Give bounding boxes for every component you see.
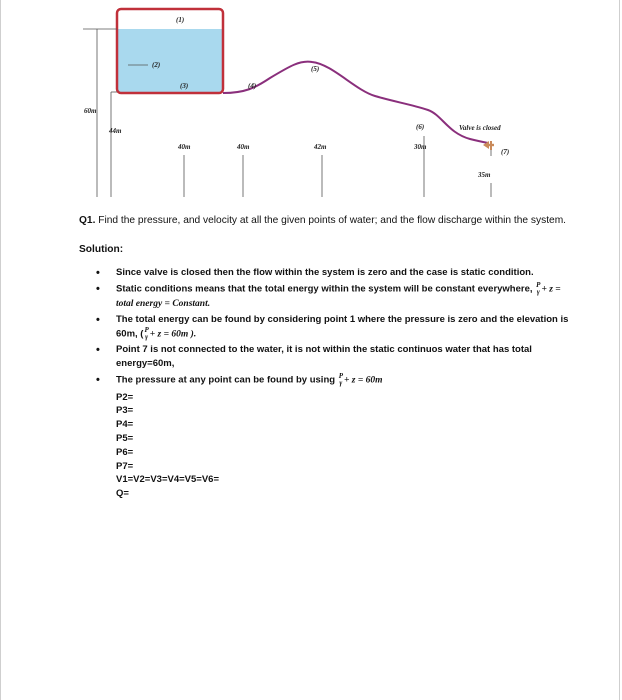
- fraction-p-over-gamma: [339, 373, 343, 387]
- solution-bullets: [79, 266, 579, 388]
- answer-line: P3=: [116, 405, 134, 417]
- label-valve-closed: Valve is closed: [459, 124, 501, 132]
- pipe-system-diagram: [0, 0, 622, 205]
- label-point-7: (7): [501, 148, 510, 156]
- answer-line: Q=: [116, 488, 129, 500]
- question-text: Find the pressure, and velocity at all the given points of water; and the flow discharge within the system.: [98, 215, 567, 226]
- frac-numerator: P: [144, 325, 149, 334]
- frac-numerator: P: [338, 372, 343, 381]
- label-point-1: (1): [176, 16, 185, 24]
- tank-water: [118, 29, 222, 92]
- bullet-item: [79, 282, 579, 311]
- bullet-text: Point 7 is not connected to the water, it is not within the static continuos water that has total energy=60m,: [116, 344, 532, 370]
- label-elevation-60m: 60m: [84, 107, 97, 115]
- content-text: [79, 214, 579, 501]
- answer-line: P6=: [116, 446, 134, 458]
- frac-denominator: γ: [536, 288, 540, 296]
- bullet-text: Static conditions means that the total energy within the system will be constant everywhere,: [116, 283, 536, 295]
- label-elevation-p6: 30m: [414, 143, 427, 151]
- answer-line: P4=: [116, 419, 134, 431]
- answer-line: P7=: [116, 460, 134, 472]
- frac-denominator: γ: [145, 332, 149, 341]
- label-point-6: (6): [416, 123, 425, 131]
- pipe: [223, 62, 488, 143]
- label-elevation-p5: 42m: [314, 143, 327, 151]
- formula: + z = 60m: [343, 375, 383, 386]
- label-elevation-44m: 44m: [109, 127, 122, 135]
- question: [79, 214, 579, 228]
- bullet-item: [79, 266, 579, 280]
- label-elevation-p4: 40m: [237, 143, 250, 151]
- label-point-4: (4): [248, 82, 257, 90]
- formula: + z = 60m ).: [149, 329, 197, 340]
- bullet-text: Since valve is closed then the flow within the system is zero and the case is static condition.: [116, 267, 534, 278]
- label-point-3: (3): [180, 82, 189, 90]
- bullet-text: The pressure at any point can be found by using: [116, 374, 338, 386]
- formula: + z = total energy = Constant.: [116, 284, 561, 309]
- answer-line: P2=: [116, 391, 134, 403]
- bullet-text: The total energy can be found by considering point 1 where the pressure is zero and the elevation is 60m, (: [116, 313, 569, 340]
- fraction-p-over-gamma: [144, 327, 148, 341]
- bullet-item: [79, 343, 579, 371]
- frac-denominator: γ: [339, 379, 343, 388]
- answer-line: P5=: [116, 432, 134, 444]
- answer-list: [79, 391, 579, 501]
- label-point-2: (2): [152, 61, 161, 69]
- solution-heading: Solution:: [79, 244, 124, 255]
- frac-numerator: P: [536, 281, 541, 289]
- bullet-item: [79, 313, 579, 342]
- question-number: Q1.: [79, 215, 96, 226]
- label-elevation-p7: 35m: [478, 171, 491, 179]
- label-elevation-p3: 40m: [178, 143, 191, 151]
- fraction-p-over-gamma: [536, 282, 540, 296]
- label-point-5: (5): [311, 65, 320, 73]
- bullet-item: [79, 373, 579, 388]
- answer-line: V1=V2=V3=V4=V5=V6=: [116, 474, 220, 486]
